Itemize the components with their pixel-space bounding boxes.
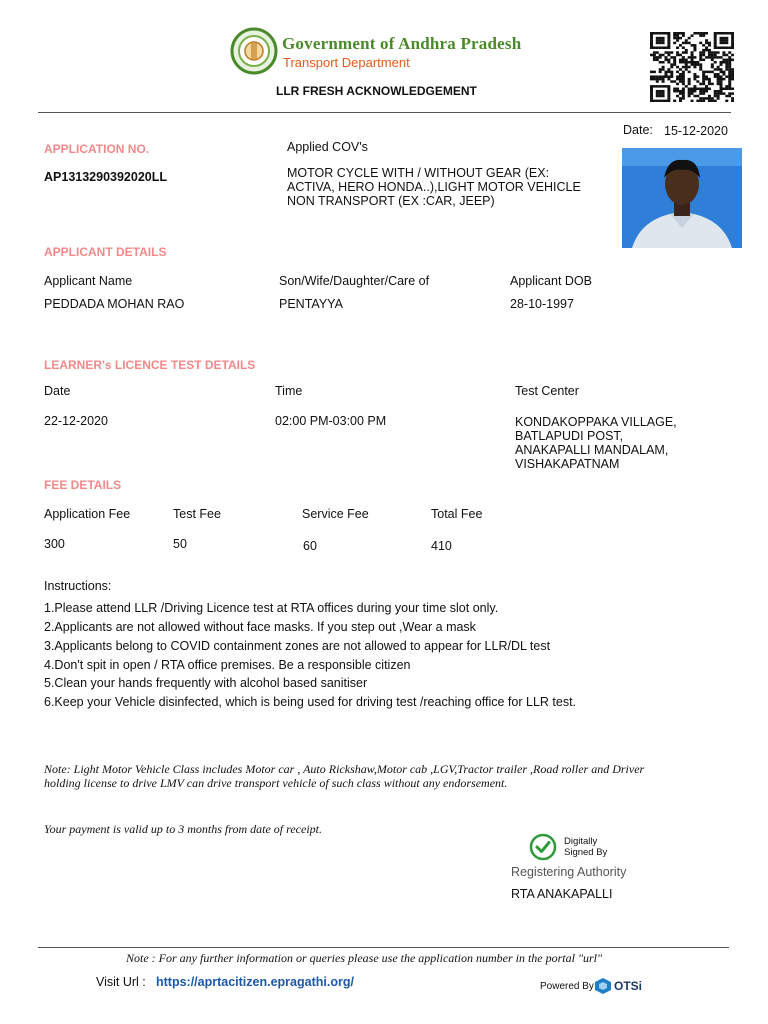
visit-url-label: Visit Url :	[96, 975, 146, 989]
test-date-label: Date	[44, 384, 71, 398]
dob-value: 28-10-1997	[510, 297, 574, 311]
fee-value-test: 50	[173, 537, 187, 551]
test-time-label: Time	[275, 384, 303, 398]
dept-subtitle: Transport Department	[283, 55, 410, 70]
cov-line-3: NON TRANSPORT (EX :CAR, JEEP)	[287, 194, 495, 208]
test-center-label: Test Center	[515, 384, 579, 398]
instruction-2: 2.Applicants are not allowed without face masks. If you step out ,Wear a mask	[44, 620, 476, 634]
footer-note: Note : For any further information or queries please use the application number in the portal "url"	[126, 951, 603, 965]
applicant-name-label: Applicant Name	[44, 274, 133, 288]
digital-signature-check-icon	[529, 833, 557, 861]
fee-value-service: 60	[303, 539, 317, 553]
instructions-title: Instructions:	[44, 579, 112, 593]
digitally-signed-line-1: Digitally	[564, 836, 598, 847]
fee-header-test: Test Fee	[173, 507, 221, 521]
otsi-brand: OTSi	[614, 979, 643, 993]
document-title: LLR FRESH ACKNOWLEDGEMENT	[276, 84, 477, 98]
lmv-note-line-1: Note: Light Motor Vehicle Class includes Motor car , Auto Rickshaw,Motor cab ,LGV,Tractor trailer ,Road roller and Driver	[44, 762, 645, 776]
application-number: AP1313290392020LL	[44, 170, 168, 184]
applicant-name: PEDDADA MOHAN RAO	[44, 297, 185, 311]
test-center-line-1: KONDAKOPPAKA VILLAGE,	[515, 415, 677, 429]
applicant-details-heading: APPLICANT DETAILS	[44, 245, 167, 259]
test-details-heading: LEARNER's LICENCE TEST DETAILS	[44, 358, 256, 372]
instruction-3: 3.Applicants belong to COVID containment zones are not allowed to appear for LLR/DL test	[44, 639, 551, 653]
digitally-signed-line-2: Signed By	[564, 847, 608, 858]
fee-header-application: Application Fee	[44, 507, 131, 521]
instruction-6: 6.Keep your Vehicle disinfected, which is being used for driving test /reaching office for LLR test.	[44, 695, 577, 709]
fee-value-application: 300	[44, 537, 65, 551]
otsi-logo-icon	[594, 977, 612, 995]
relation-value: PENTAYYA	[279, 297, 343, 311]
gov-title: Government of Andhra Pradesh	[282, 34, 522, 53]
header-divider	[38, 112, 731, 113]
payment-note: Your payment is valid up to 3 months from date of receipt.	[44, 822, 322, 836]
test-center-line-4: VISHAKAPATNAM	[515, 457, 620, 471]
test-center-line-3: ANAKAPALLI MANDALAM,	[515, 443, 669, 457]
test-time: 02:00 PM-03:00 PM	[275, 414, 387, 428]
fee-header-total: Total Fee	[431, 507, 483, 521]
dob-label: Applicant DOB	[510, 274, 592, 288]
cov-line-2: ACTIVA, HERO HONDA..),LIGHT MOTOR VEHICLE	[287, 180, 581, 194]
date-value: 15-12-2020	[664, 124, 728, 138]
cov-line-1: MOTOR CYCLE WITH / WITHOUT GEAR (EX:	[287, 166, 550, 180]
test-date: 22-12-2020	[44, 414, 108, 428]
instruction-1: 1.Please attend LLR /Driving Licence test at RTA offices during your time slot only.	[44, 601, 499, 615]
applicant-photo	[622, 148, 742, 248]
fee-header-service: Service Fee	[302, 507, 369, 521]
lmv-note-line-2: holding license to drive LMV can drive transport vehicle of such class without any endorsement.	[44, 776, 508, 790]
instruction-4: 4.Don't spit in open / RTA office premises. Be a responsible citizen	[44, 658, 411, 672]
registering-authority-label: Registering Authority	[511, 865, 627, 879]
powered-by-label: Powered By	[540, 981, 594, 992]
footer-divider	[38, 947, 729, 948]
application-no-heading: APPLICATION NO.	[44, 142, 150, 156]
cov-label: Applied COV's	[287, 140, 368, 154]
relation-label: Son/Wife/Daughter/Care of	[279, 274, 430, 288]
date-label: Date:	[623, 123, 653, 137]
fee-value-total: 410	[431, 539, 452, 553]
fee-details-heading: FEE DETAILS	[44, 478, 122, 492]
portal-url-link[interactable]: https://aprtacitizen.epragathi.org/	[156, 975, 354, 989]
registering-authority: RTA ANAKAPALLI	[511, 887, 613, 901]
ap-emblem-icon	[230, 27, 278, 75]
test-center-line-2: BATLAPUDI POST,	[515, 429, 624, 443]
qr-code-icon	[650, 32, 734, 102]
instruction-5: 5.Clean your hands frequently with alcohol based sanitiser	[44, 676, 368, 690]
